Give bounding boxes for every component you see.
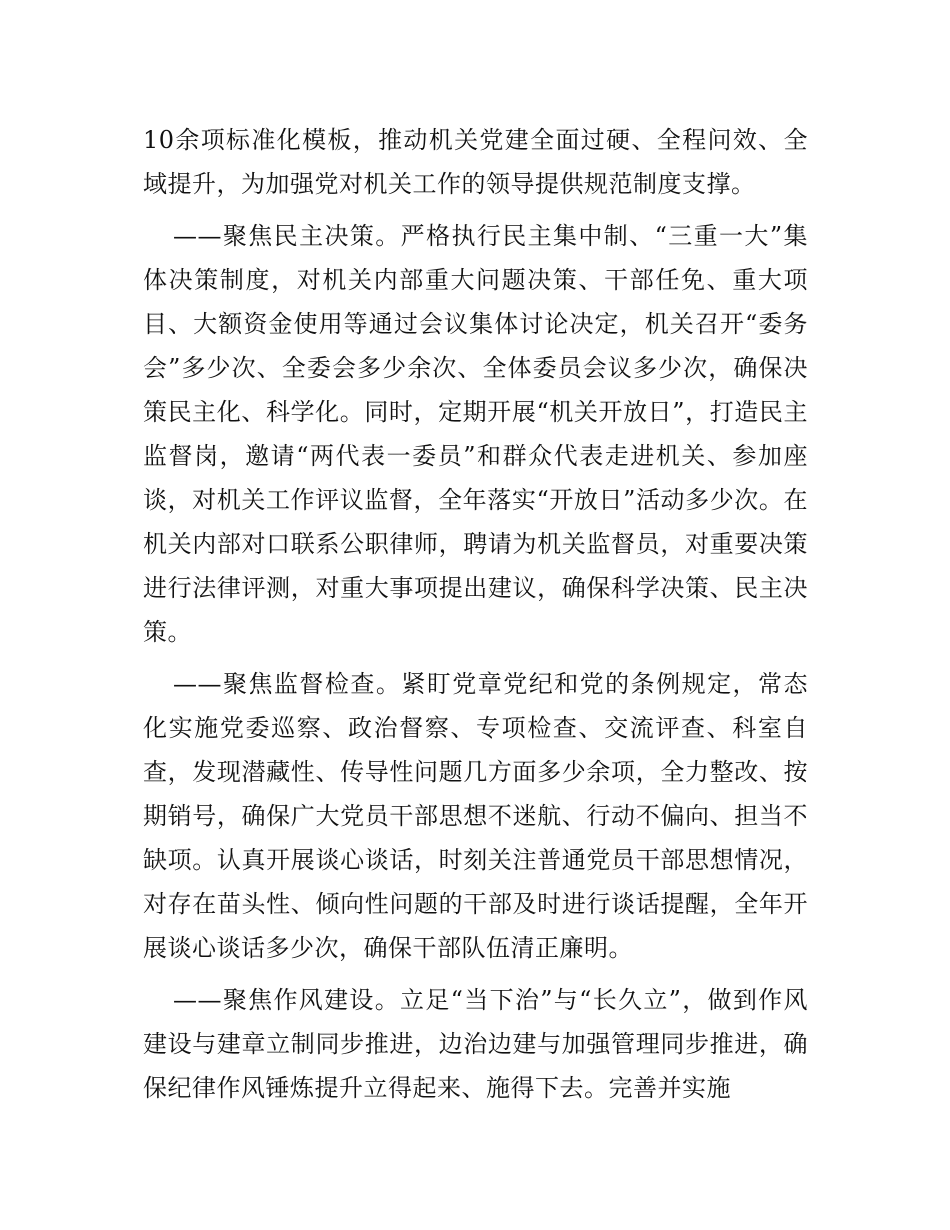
paragraph-supervision-inspection: ——聚焦监督检查。紧盯党章党纪和党的条例规定，常态化实施党委巡察、政治督察、专项检查、交流评查、科室自查，发现潜藏性、传导性问题几方面多少余项，全力整改、按期销号，确保广大党员干部思想不迷航、行动不偏向、担当不缺项。认真开展谈心谈话，时刻关注普通党员干部思想情况，对存在苗头性、倾向性问题的干部及时进行谈话提醒，全年开展谈心谈话多少次，确保干部队伍清正廉明。 bbox=[143, 670, 808, 962]
document-body bbox=[143, 118, 808, 1118]
paragraph-democratic-decision: ——聚焦民主决策。严格执行民主集中制、“三重一大”集体决策制度，对机关内部重大问题决策、干部任免、重大项目、大额资金使用等通过会议集体讨论决定，机关召开“委务会”多少次、全委会多少余次、全体委员会议多少次，确保决策民主化、科学化。同时，定期开展“机关开放日”，打造民主监督岗，邀请“两代表一委员”和群众代表走进机关、参加座谈，对机关工作评议监督，全年落实“开放日”活动多少次。在机关内部对口联系公职律师，聘请为机关监督员，对重要决策进行法律评测，对重大事项提出建议，确保科学决策、民主决策。 bbox=[143, 222, 808, 646]
paragraph-work-style: ——聚焦作风建设。立足“当下治”与“长久立”，做到作风建设与建章立制同步推进，边治边建与加强管理同步推进，确保纪律作风锤炼提升立得起来、施得下去。完善并实施 bbox=[143, 986, 808, 1102]
paragraph-continuation: 10余项标准化模板，推动机关党建全面过硬、全程问效、全域提升，为加强党对机关工作的领导提供规范制度支撑。 bbox=[143, 126, 808, 198]
